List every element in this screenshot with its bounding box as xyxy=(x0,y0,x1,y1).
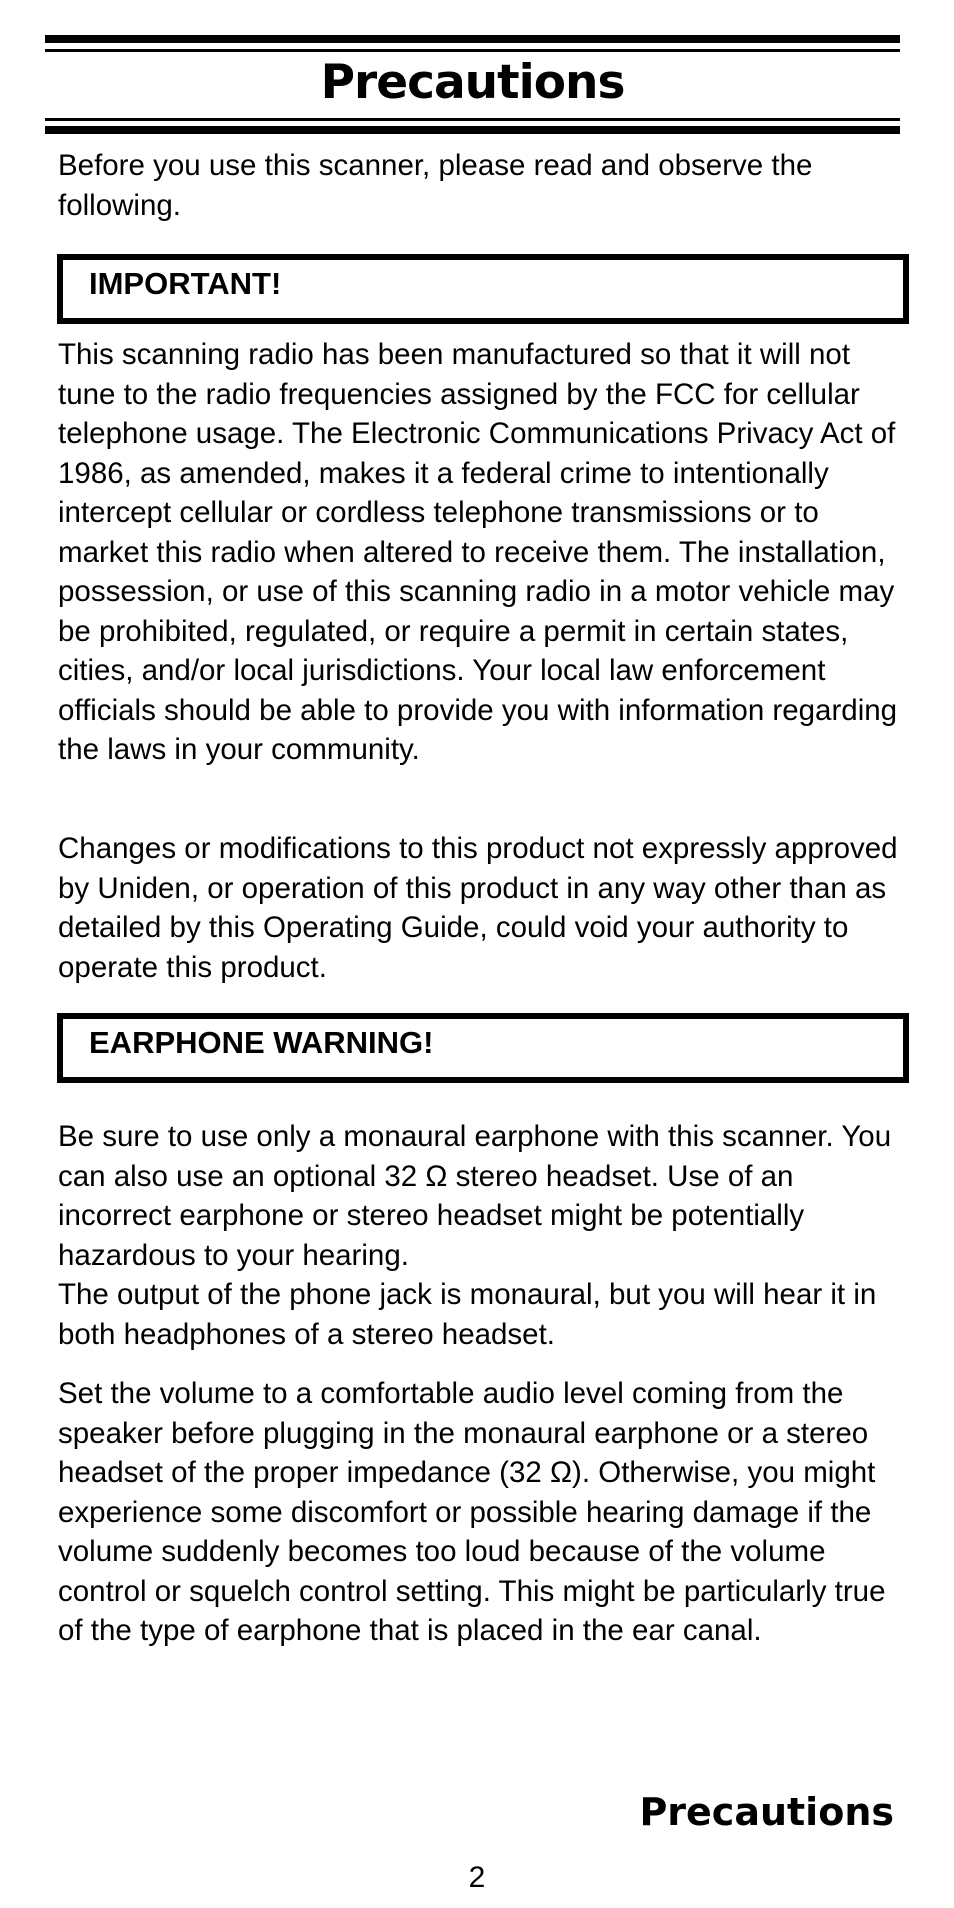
earphone-warning-box xyxy=(57,1013,909,1083)
important-text-2: Changes or modifications to this product not expressly approved by Uniden, or operation of this product in any way other than as detailed by this Operating Guide, could void your authority to operate this product. xyxy=(58,832,898,984)
earphone-warning-label: EARPHONE WARNING! xyxy=(89,1025,434,1060)
footer-section-title: Precautions xyxy=(639,1790,894,1834)
earphone-text-3: Set the volume to a comfortable audio level coming from the speaker before plugging in the monaural earphone or a stereo headset of the proper impedance (32 Ω). Otherwise, you might experience some discomfort or possible hearing damage if the volume suddenly becomes too loud because of the volume control or squelch control setting. This might be particularly true of the type of earphone that is placed in the ear canal. xyxy=(58,1377,886,1647)
earphone-text-1: Be sure to use only a monaural earphone with this scanner. You can also use an optional 32 Ω stereo headset. Use of an incorrect earphone or stereo headset might be potentially hazardous to your hearing. xyxy=(58,1120,892,1272)
important-paragraph-2 xyxy=(58,829,908,987)
important-box xyxy=(57,254,909,324)
page-title: Precautions xyxy=(320,55,625,110)
header-rule-top-thick xyxy=(45,35,900,43)
important-label: IMPORTANT! xyxy=(89,266,282,301)
earphone-paragraph-3 xyxy=(58,1374,908,1651)
header-rule-bottom-thick xyxy=(45,126,900,134)
earphone-text-2: The output of the phone jack is monaural, but you will hear it in both headphones of a stereo headset. xyxy=(58,1278,877,1351)
header-rule-bottom-thin xyxy=(45,118,900,121)
earphone-paragraph-1 xyxy=(58,1117,908,1354)
intro-text: Before you use this scanner, please read and observe the following. xyxy=(58,149,813,222)
important-text-1: This scanning radio has been manufactured so that it will not tune to the radio frequencies assigned by the FCC for cellular telephone usage. The Electronic Communications Privacy Act of 1986, as amended, makes it a federal crime to intentionally intercept cellular or cordless telephone transmissions or to market this radio when altered to receive them. The installation, possession, or use of this scanning radio in a motor vehicle may be prohibited, regulated, or require a permit in certain states, cities, and/or local jurisdictions. Your local law enforcement officials should be able to provide you with information regarding the laws in your community. xyxy=(58,338,898,766)
intro-paragraph xyxy=(58,146,908,225)
page-number: 2 xyxy=(468,1861,486,1894)
important-paragraph-1 xyxy=(58,335,908,770)
